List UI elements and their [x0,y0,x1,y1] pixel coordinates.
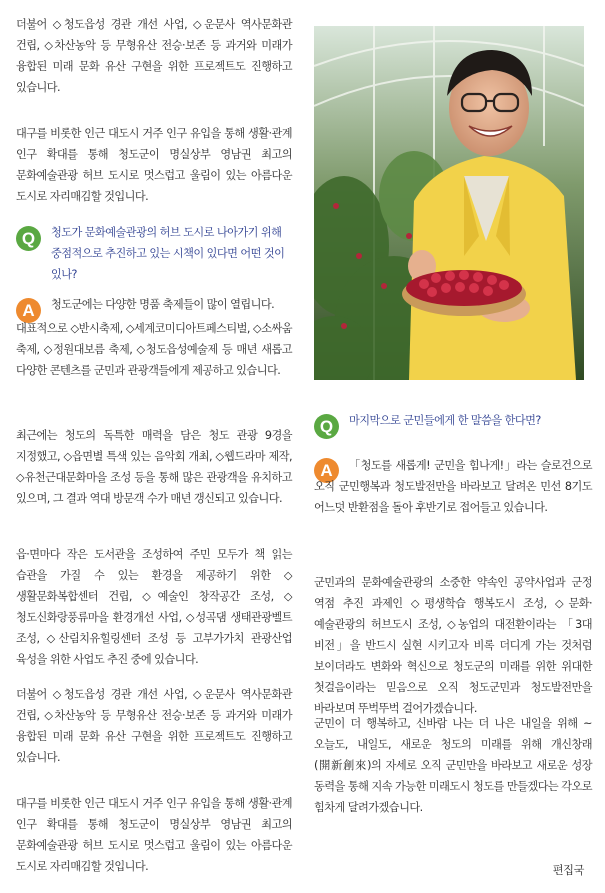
question-2-text: 마지막으로 군민들에게 한 말씀을 한다면? [349,414,541,427]
paragraph-libraries: 읍·면마다 작은 도서관을 조성하여 주민 모두가 책 읽는 습관을 가질 수 있는 환경을 제공하기 위한 ◇생활문화복합센터 건립, ◇예술인 창작공간 조성, ◇청도신화랑풍류마을 환경개선 사업, ◇성곡댐 생태관광벨트 조성, ◇산림치유힐링센터 조성 등 고부가가치 관광산업 육성을 위한 사업도 추진 중에 있습니다. [16,548,292,666]
paragraph-hub-city-repeat: 대구를 비롯한 인근 대도시 거주 인구 유입을 통해 생활·관계 인구 확대를 통해 청도군이 명실상부 영남권 최고의 문화예술관광 허브 도시로 멋스럽고 울림이 있는 아름다운 도시로 자리매김할 것입니다. [16,797,292,873]
paragraph-tourism: 최근에는 청도의 독특한 매력을 담은 청도 관광 9경을 지정했고, ◇읍면별 특색 있는 음악회 개최, ◇웹드라마 제작, ◇유천근대문화마을 조성 등을 통해 많은 관광객을 유치하고 있으며, 그 결과 역대 방문객 수가 매년 갱신되고 있습니다. [16,429,292,505]
paragraph-heritage-projects: 더불어 ◇청도읍성 경관 개선 사업, ◇운문사 역사문화관 건립, ◇차산농악 등 무형유산 전승·보존 등 과거와 미래가 융합된 미래 문화 유산 구현을 위한 프로젝트도 진행하고 있습니다. [16,18,292,95]
a-badge-icon: A [314,458,339,483]
paragraph-closing: 군민이 더 행복하고, 신바람 나는 더 나은 내일을 위해 ~ 오늘도, 내일도, 새로운 청도의 미래를 위해 개신창래(開新創來)의 자세로 오직 군민만을 바라보고 새로운 성장 동력을 통해 지속 가능한 미래도시 청도를 만들겠다는 각오로 힘차게 달려가겠습니다. [314,717,592,814]
paragraph-hub-city: 대구를 비롯한 인근 대도시 거주 인구 유입을 통해 생활·관계 인구 확대를 통해 청도군이 명실상부 영남권 최고의 문화예술관광 허브 도시로 멋스럽고 울림이 있는 아름다운 도시로 자리매김할 것입니다. [16,127,292,204]
q-badge-icon: Q [314,414,339,439]
q-badge-icon: Q [16,226,41,251]
paragraph-heritage-projects-repeat: 더불어 ◇청도읍성 경관 개선 사업, ◇운문사 역사문화관 건립, ◇차산농악 등 무형유산 전승·보존 등 과거와 미래가 융합된 미래 문화 유산 구현을 위한 프로젝트도 진행하고 있습니다. [16,688,292,764]
answer-2-text: 「청도를 새롭게! 군민을 힘나게!」라는 슬로건으로 오직 군민행복과 청도발전만을 바라보고 달려온 민선 8기도 어느덧 반환점을 돌아 후반기로 접어들고 있습니다. [314,459,592,514]
byline: 편집국 [552,864,584,877]
question-1-text: 청도가 문화예술관광의 허브 도시로 나아가기 위해 중점적으로 추진하고 있는 시책이 있다면 어떤 것이 있나? [51,226,285,281]
a-badge-icon: A [16,298,41,323]
governor-photo [314,26,584,380]
answer-1-first-line: 청도군에는 다양한 명품 축제들이 많이 열립니다. [51,298,275,311]
paragraph-vision: 군민과의 문화예술관광의 소중한 약속인 공약사업과 군정 역점 추진 과제인 ◇평생학습 행복도시 조성, ◇문화·예술관광의 허브도시 조성, ◇농업의 대전환이라는 「3대 비전」을 반드시 실현 시키고자 비록 더디게 가는 것처럼 보이더라도 변화와 혁신으로 청도군의 미래를 위한 위대한 첫걸음이라는 믿음으로 오직 청도군민과 청도발전만을 바라보며 뚜벅뚜벅 걸어가겠습니다. [314,576,592,715]
answer-1-text: 대표적으로 ◇반시축제, ◇세계코미디아트페스티벌, ◇소싸움 축제, ◇정원대보름 축제, ◇청도읍성예술제 등 매년 새롭고 다양한 콘텐츠를 군민과 관광객들에게 제공하고 있습니다. [16,322,292,377]
governor-photo-illustration [314,26,584,380]
